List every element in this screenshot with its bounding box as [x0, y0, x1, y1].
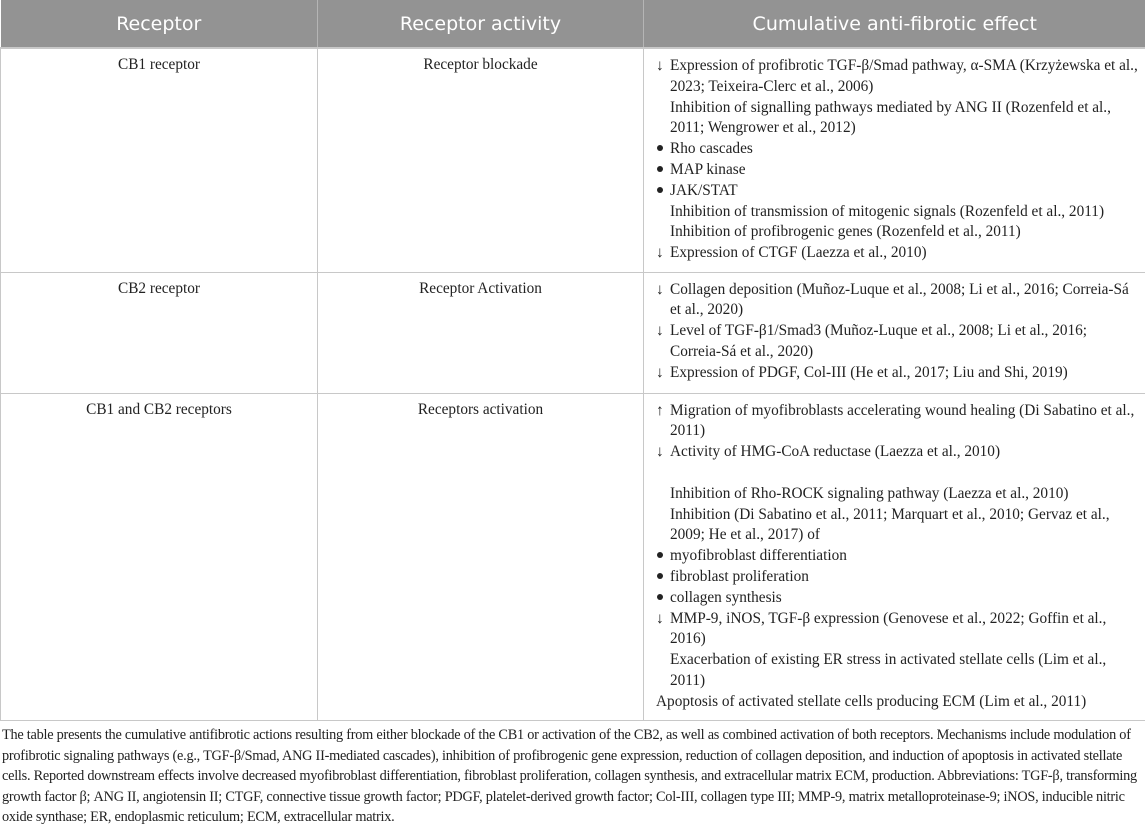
- effect-line: [656, 139, 1139, 160]
- effect-line: [656, 280, 1139, 322]
- indent-spacer: [656, 650, 670, 692]
- down-arrow-icon: ↓: [656, 244, 664, 262]
- effect-line: [656, 567, 1139, 588]
- table-header-row: [1, 0, 1145, 48]
- effect-text: MAP kinase: [670, 160, 746, 178]
- bullet-dot-icon: [657, 187, 663, 193]
- bullet-dot-icon: [657, 594, 663, 600]
- effect-text: Expression of profibrotic TGF-β/Smad pathway, α-SMA (Krzyżewska et al., 2023; Teixeira-Clerc et al., 2006): [670, 57, 1138, 95]
- effect-text: JAK/STAT: [670, 181, 738, 199]
- effect-text: MMP-9, iNOS, TGF-β expression (Genovese et al., 2022; Goffin et al., 2016): [670, 609, 1107, 648]
- effect-text: Inhibition of signalling pathways mediated by ANG II (Rozenfeld et al., 2011; Wengrower et al., 2012): [670, 98, 1111, 137]
- effect-line: [656, 546, 1139, 567]
- bullet-dot-icon: [657, 166, 663, 172]
- effect-line: [656, 442, 1139, 463]
- table-row: [1, 393, 1145, 720]
- bullet-icon: [656, 567, 670, 588]
- effect-text: Expression of PDGF, Col-III (He et al., 2017; Liu and Shi, 2019): [670, 363, 1068, 381]
- bullet-dot-icon: [657, 552, 663, 558]
- header-receptor: Receptor: [1, 0, 318, 48]
- effect-text: Apoptosis of activated stellate cells producing ECM (Lim et al., 2011): [656, 692, 1087, 710]
- down-arrow-icon: ↓: [656, 280, 664, 298]
- bullet-icon: [656, 546, 670, 567]
- up-arrow-icon: ↑: [656, 401, 664, 419]
- down-arrow-icon: ↓: [656, 609, 664, 627]
- table-row: [1, 48, 1145, 272]
- effect-text: Inhibition (Di Sabatino et al., 2011; Marquart et al., 2010; Gervaz et al., 2009; He et al., 2017) of: [670, 505, 1110, 544]
- effect-text: Inhibition of profibrogenic genes (Rozenfeld et al., 2011): [670, 223, 1021, 241]
- effect-text: Expression of CTGF (Laezza et al., 2010): [670, 244, 927, 262]
- effect-line: [656, 181, 1139, 202]
- bullet-dot-icon: [657, 573, 663, 579]
- effects-cell: [644, 272, 1145, 393]
- bullet-icon: [656, 588, 670, 609]
- bullet-icon: [656, 181, 670, 202]
- effect-line: [656, 222, 1139, 243]
- effect-line: [656, 202, 1139, 223]
- spacer: [656, 463, 1139, 484]
- effect-text: Exacerbation of existing ER stress in activated stellate cells (Lim et al., 2011): [670, 651, 1107, 690]
- down-arrow-icon: ↓: [656, 57, 664, 74]
- down-arrow-icon: ↓: [656, 363, 664, 381]
- receptor-activity-cell: Receptor Activation: [318, 272, 644, 393]
- effect-text: Inhibition of transmission of mitogenic signals (Rozenfeld et al., 2011): [670, 202, 1105, 220]
- effect-line: [656, 484, 1139, 505]
- indent-spacer: [656, 222, 670, 243]
- effect-text: Migration of myofibroblasts accelerating wound healing (Di Sabatino et al., 2011): [670, 401, 1135, 440]
- header-anti-fibrotic-effect: Cumulative anti-fibrotic effect: [644, 0, 1145, 48]
- header-receptor-activity: Receptor activity: [318, 0, 644, 48]
- receptor-cell: CB1 and CB2 receptors: [1, 393, 318, 720]
- indent-spacer: [656, 98, 670, 140]
- effect-text: collagen synthesis: [670, 588, 782, 606]
- receptor-activity-cell: Receptor blockade: [318, 48, 644, 272]
- effect-line: [656, 243, 1139, 264]
- bullet-dot-icon: [657, 145, 663, 151]
- effect-line: [656, 505, 1139, 547]
- receptor-cell: CB1 receptor: [1, 48, 318, 272]
- bullet-icon: [656, 139, 670, 160]
- effect-line: [656, 321, 1139, 363]
- effect-line: [656, 650, 1139, 692]
- bullet-icon: [656, 160, 670, 181]
- effect-text: Level of TGF-β1/Smad3 (Muñoz-Luque et al., 2008; Li et al., 2016; Correia-Sá et al., 2020): [670, 322, 1088, 360]
- effect-line: [656, 692, 1139, 713]
- effect-text: Collagen deposition (Muñoz-Luque et al., 2008; Li et al., 2016; Correia-Sá et al., 2020): [670, 280, 1129, 319]
- indent-spacer: [656, 505, 670, 547]
- effect-text: myofibroblast differentiation: [670, 547, 847, 565]
- effect-text: Rho cascades: [670, 140, 753, 158]
- effect-text: Inhibition of Rho-ROCK signaling pathway (Laezza et al., 2010): [670, 484, 1069, 502]
- effect-line: [656, 609, 1139, 651]
- effects-cell: [644, 48, 1145, 272]
- effect-line: [656, 363, 1139, 384]
- effect-line: [656, 98, 1139, 140]
- effect-line: [656, 588, 1139, 609]
- effects-cell: [644, 393, 1145, 720]
- indent-spacer: [656, 202, 670, 223]
- down-arrow-icon: ↓: [656, 322, 664, 340]
- effect-text: Activity of HMG-CoA reductase (Laezza et al., 2010): [670, 443, 1001, 461]
- indent-spacer: [656, 484, 670, 505]
- table-caption: The table presents the cumulative antifibrotic actions resulting from either blockade of the CB1 or activation of the CB2, as well as combined activation of both receptors. Mechanisms include modulation of profibrotic signaling pathways (e.g., TGF-β/Smad, ANG II-mediated cascades), inhibition of profibrogenic gene expression, reduction of collagen deposition, and induction of apoptosis in activated stellate cells. Reported downstream effects involve decreased myofibroblast differentiation, fibroblast proliferation, collagen synthesis, and extracellular matrix ECM, production. Abbreviations: TGF-β, transforming growth factor β; ANG II, angiotensin II; CTGF, connective tissue growth factor; PDGF, platelet-derived growth factor; Col-III, collagen type III; MMP-9, matrix metalloproteinase-9; iNOS, inducible nitric oxide synthase; ER, endoplasmic reticulum; ECM, extracellular matrix.: [2, 727, 1137, 826]
- receptor-cell: CB2 receptor: [1, 272, 318, 393]
- effect-line: [656, 401, 1139, 443]
- down-arrow-icon: ↓: [656, 443, 664, 461]
- effect-line: [656, 56, 1139, 98]
- receptor-activity-cell: Receptors activation: [318, 393, 644, 720]
- effect-text: fibroblast proliferation: [670, 568, 809, 586]
- table-row: [1, 272, 1145, 393]
- effect-line: [656, 160, 1139, 181]
